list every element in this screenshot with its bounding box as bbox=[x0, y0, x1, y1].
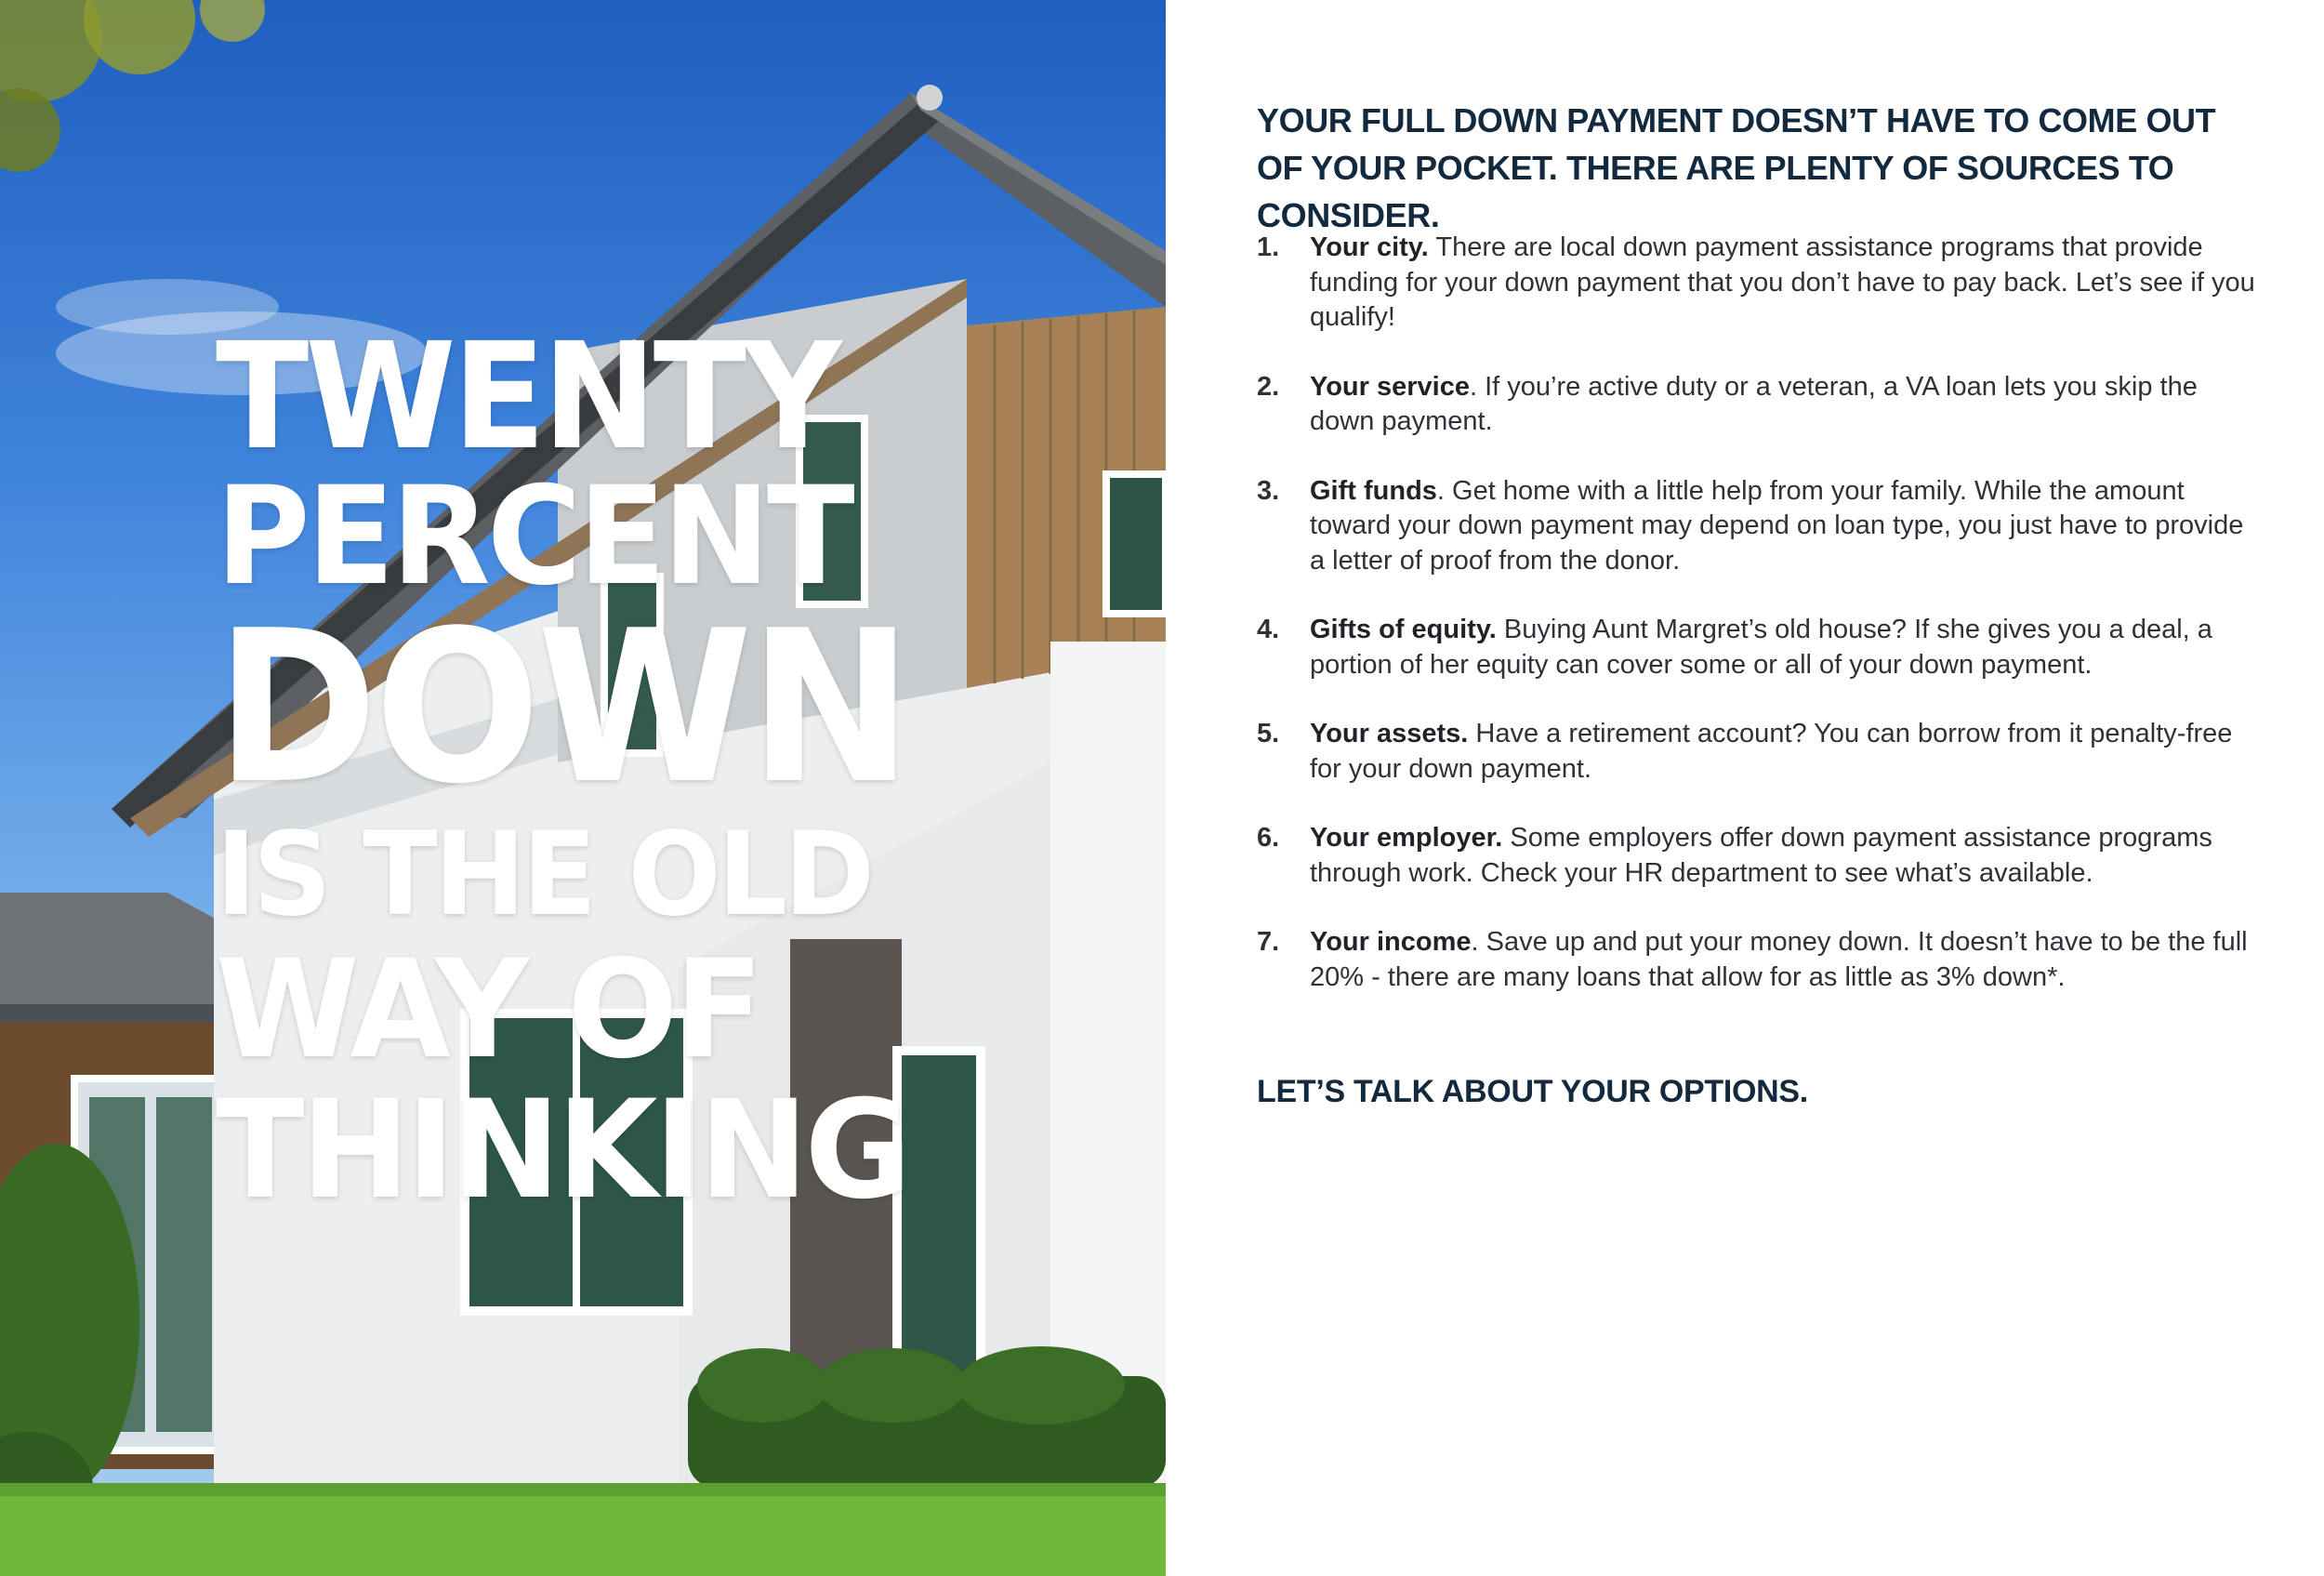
headline-line-2: PERCENT bbox=[216, 457, 852, 616]
item-text: . Save up and put your money down. It doesn’t have to be the full 20% - there are many loans that allow for as little as 3% down*. bbox=[1310, 927, 2248, 992]
item-lead: Your service bbox=[1310, 371, 1470, 402]
item-lead: Your city. bbox=[1310, 232, 1429, 262]
item-lead: Your employer. bbox=[1310, 823, 1503, 853]
item-lead: Gifts of equity. bbox=[1310, 615, 1497, 644]
item-lead: Your assets. bbox=[1310, 719, 1469, 748]
item-text: Have a retirement account? You can borrow from it penalty-free for your down payment. bbox=[1310, 719, 2233, 784]
headline bbox=[216, 311, 978, 1229]
item-text: There are local down payment assistance programs that provide funding for your down payment that you don’t have to pay back. Let’s see if you qualify! bbox=[1310, 232, 2255, 332]
list-item bbox=[1257, 717, 2261, 787]
item-number: 6. bbox=[1257, 823, 1280, 853]
item-text: . Get home with a little help from your family. While the amount toward your down payment may depend on loan type, you just have to provide a letter of proof from the donor. bbox=[1310, 475, 2244, 576]
headline-line-3: DOWN bbox=[216, 586, 910, 830]
headline-line-1: TWENTY bbox=[216, 311, 838, 483]
item-number: 4. bbox=[1257, 615, 1280, 644]
item-text: Some employers offer down payment assistance programs through work. Check your HR department to see what’s available. bbox=[1310, 823, 2212, 888]
sources-list bbox=[1257, 231, 2261, 1029]
list-item bbox=[1257, 613, 2261, 682]
item-number: 1. bbox=[1257, 232, 1280, 262]
item-number: 3. bbox=[1257, 475, 1280, 506]
call-to-action-heading: LET’S TALK ABOUT YOUR OPTIONS. bbox=[1257, 1074, 1808, 1109]
item-text: Buying Aunt Margret’s old house? If she gives you a deal, a portion of her equity can cover some or all of your down payment. bbox=[1310, 615, 2212, 680]
item-lead: Your income bbox=[1310, 927, 1472, 957]
item-text: . If you’re active duty or a veteran, a VA loan lets you skip the down payment. bbox=[1310, 371, 2198, 436]
item-number: 5. bbox=[1257, 719, 1280, 748]
headline-line-6: THINKING bbox=[216, 1071, 908, 1229]
headline-line-5: WAY OF bbox=[216, 931, 760, 1089]
headline-line-4: IS THE OLD bbox=[216, 808, 872, 942]
text-panel bbox=[1166, 0, 2324, 1576]
intro-heading: YOUR FULL DOWN PAYMENT DOESN’T HAVE TO COME OUT OF YOUR POCKET. THERE ARE PLENTY OF SOURCES TO CONSIDER. bbox=[1257, 101, 2216, 234]
item-number: 7. bbox=[1257, 927, 1280, 957]
list-item bbox=[1257, 821, 2261, 891]
list-item bbox=[1257, 231, 2261, 336]
list-item bbox=[1257, 370, 2261, 440]
list-item bbox=[1257, 474, 2261, 579]
list-item bbox=[1257, 925, 2261, 995]
item-number: 2. bbox=[1257, 371, 1280, 402]
item-lead: Gift funds bbox=[1310, 475, 1437, 506]
